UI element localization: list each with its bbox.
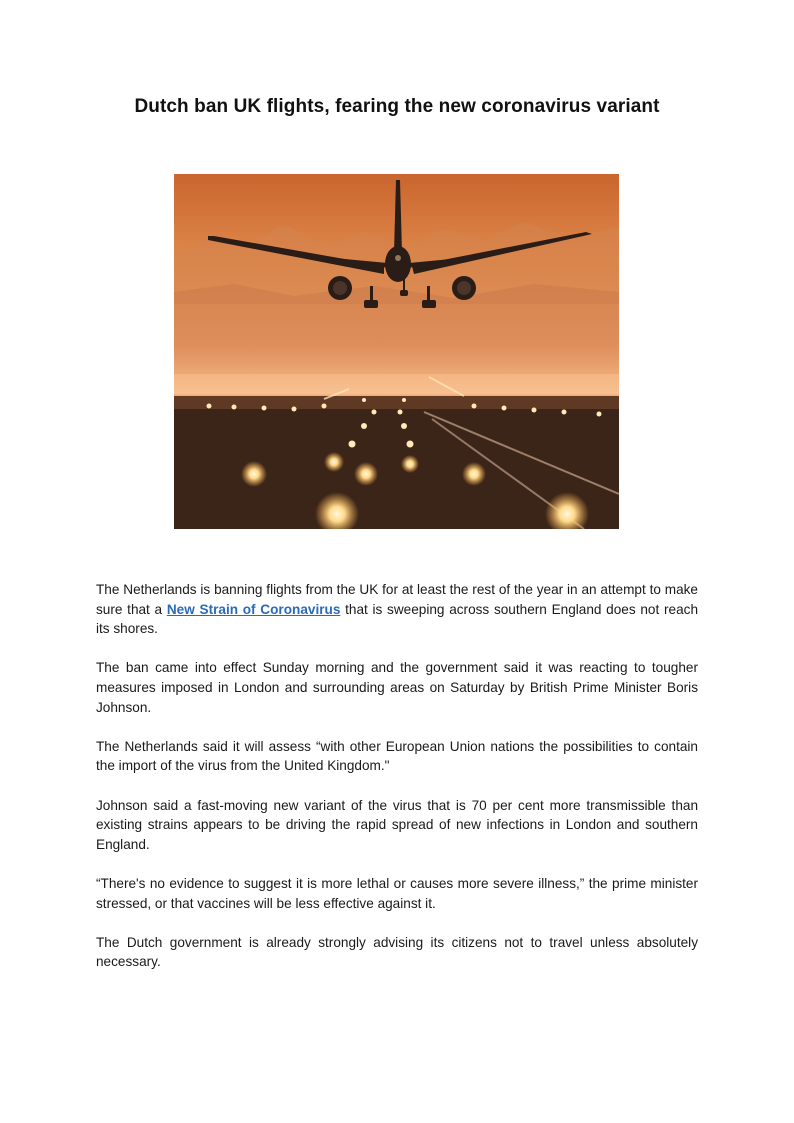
paragraph-1: [96, 580, 698, 639]
paragraph-6: The Dutch government is already strongly advising its citizens not to travel unless absolutely necessary.: [96, 934, 698, 970]
page-title: Dutch ban UK flights, fearing the new coronavirus variant: [134, 96, 660, 117]
paragraph-2: The ban came into effect Sunday morning and the government said it was reacting to tougher measures imposed in London and surrounding areas on Saturday by British Prime Minister Boris Johnson.: [96, 660, 698, 715]
paragraph-5: “There's no evidence to suggest it is more lethal or causes more severe illness,” the prime minister stressed, or that vaccines will be less effective against it.: [96, 875, 698, 911]
paragraph-4: Johnson said a fast-moving new variant of the virus that is 70 per cent more transmissible than existing strains appears to be driving the rapid spread of new infections in London and southern England.: [96, 797, 698, 852]
new-strain-link[interactable]: New Strain of Coronavirus: [166, 601, 341, 617]
airplane-photo-svg: [174, 174, 619, 529]
paragraph-1-text-before: The Netherlands is banning flights from the UK for at least the rest of the year in an attempt to make sure that a: [96, 582, 698, 617]
article-body: [96, 580, 698, 991]
paragraph-1-text-after: that is sweeping across southern England does not reach its shores.: [96, 601, 698, 637]
paragraph-3: The Netherlands said it will assess “with other European Union nations the possibilities to contain the import of the virus from the United Kingdom.": [96, 738, 698, 774]
airplane-landing-photo: [174, 174, 619, 529]
